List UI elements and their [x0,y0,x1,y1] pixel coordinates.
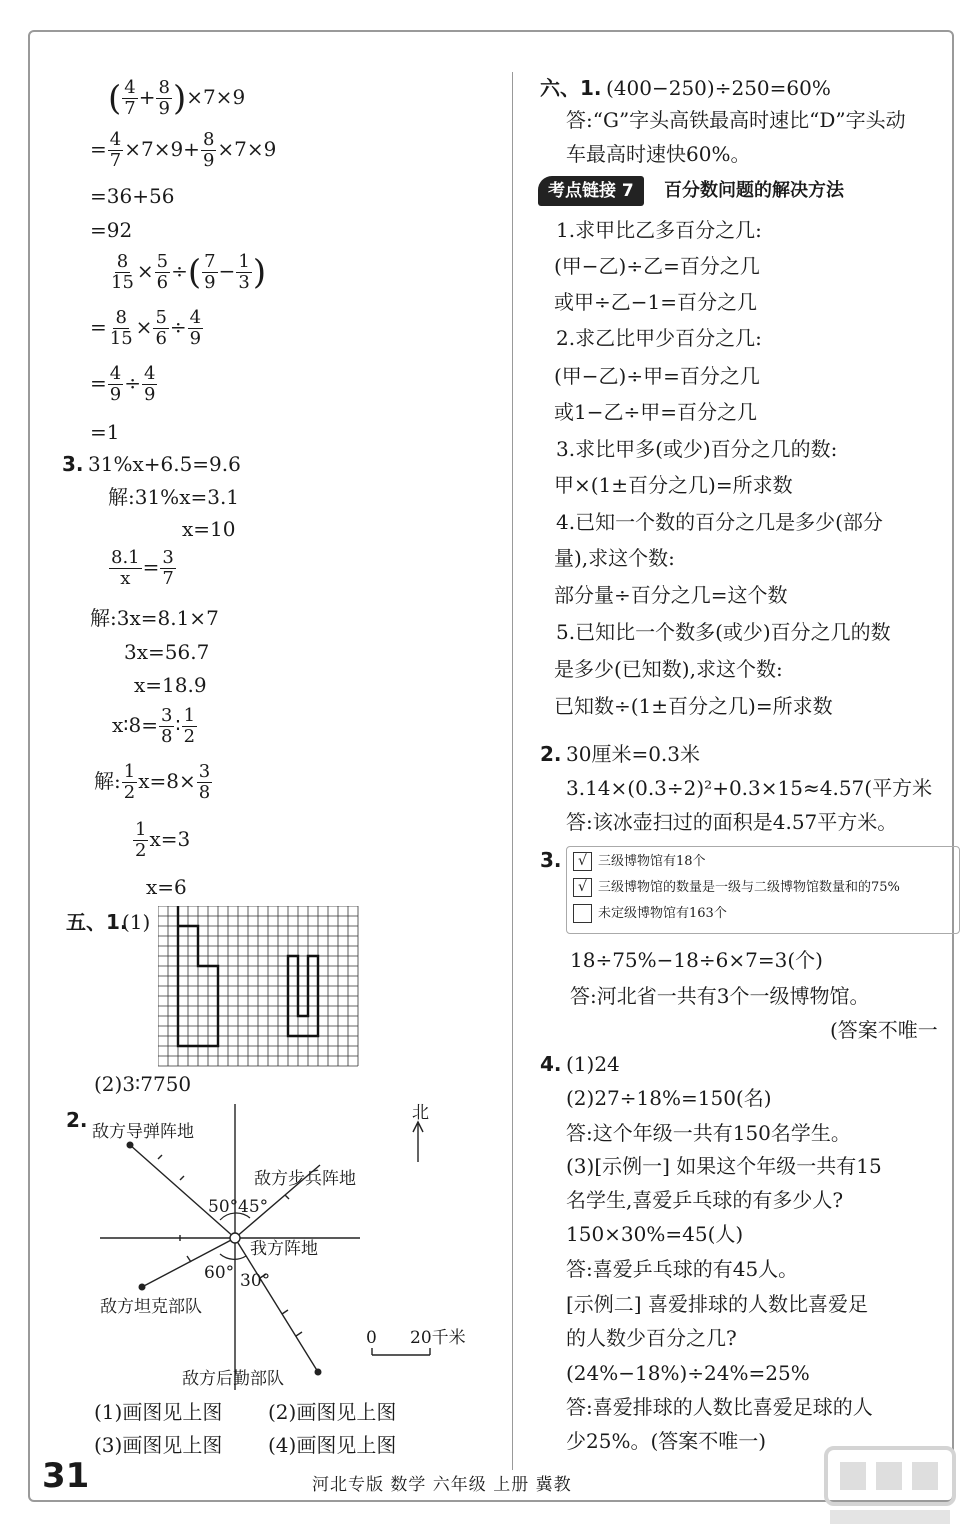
answer-line: 答:“G”字头高铁最高时速比“D”字头动 [566,108,906,132]
expr-text: x=3 [149,827,191,851]
frac-num: 3 [160,705,173,726]
frac-den: 8 [198,782,211,803]
method-line: 5.已知比一个数多(或少)百分之几的数 [556,620,891,644]
solution-step: x=10 [182,517,236,541]
question-3-label: 3. [540,848,562,872]
frac-num: 4 [124,77,136,98]
frac-den: 2 [123,782,136,803]
angle-60: 60° [204,1263,235,1283]
frac-den: 2 [183,726,196,747]
frac-num: 4 [143,363,156,384]
frac-den: 8 [160,726,173,747]
ratio-step-1 [94,762,213,803]
frac-den: 15 [109,328,133,349]
method-line: 或1−乙÷甲=百分之几 [554,400,757,424]
frac-num: 1 [238,251,250,272]
expr-text: = [90,315,107,339]
answer-line: (24%−18%)÷24%=25% [566,1361,810,1385]
expr-text: x=8× [138,769,196,793]
frac-num: 3 [198,761,211,782]
expr-text: ÷ [169,315,187,339]
expr-text: 解: [94,769,121,793]
checkbox-icon[interactable]: √ [573,852,592,871]
question-2-label: 2. [540,742,562,766]
answer-line: 答:该冰壶扫过的面积是4.57平方米。 [566,810,898,834]
expr-text: ÷ [171,259,188,283]
frac-num: 8 [202,129,215,150]
frac-num: 1 [183,705,196,726]
frac-den: 15 [111,272,134,293]
expr-line-4: =92 [90,218,133,242]
angle-50: 50° [208,1197,239,1217]
method-line: 甲×(1±百分之几)=所求数 [554,473,793,497]
answer-note: (答案不唯一 [830,1018,938,1042]
frac-num: 4 [109,129,122,150]
answer-line: (3)[示例一] 如果这个年级一共有15 [566,1154,882,1178]
expr-text: ×7×9+ [124,137,200,161]
frac-den: 9 [158,98,170,119]
checklist-item [573,875,953,901]
method-line: 4.已知一个数的百分之几是多少(部分 [556,510,883,534]
checklist-text: 未定级博物馆有163个 [598,906,727,921]
answer-line: 30厘米=0.3米 [566,742,701,766]
frac-num: 5 [155,307,167,328]
watermark-logo [820,1440,960,1530]
label-logistics: 敌方后勤部队 [182,1369,284,1389]
method-line: (甲−乙)÷乙=百分之几 [554,254,760,278]
solution-step: 解:31%x=3.1 [108,485,240,509]
frac-den: 7 [124,98,136,119]
expr-text: ÷ [124,371,141,395]
expr-line-8: =1 [90,420,120,444]
answer-line: 3.14×(0.3÷2)²+0.3×15≈4.57(平方米 [566,776,933,800]
frac-den: 3 [238,272,250,293]
frac-den: 6 [155,328,167,349]
expr-text: × [136,259,154,283]
label-our-position: 我方阵地 [250,1239,318,1259]
footer-edition: 河北专版 数学 六年级 上册 冀教 [312,1475,572,1495]
page-number: 31 [42,1456,90,1496]
answer-2: (2)画图见上图 [268,1400,397,1424]
frac-den: 9 [109,384,122,405]
section-6-label: 六、1. [540,76,602,100]
checklist-text: 三级博物馆有18个 [598,854,706,869]
frac-num: 8 [116,251,129,272]
answer-line: [示例二] 喜爱排球的人数比喜爱足 [566,1292,868,1316]
scale-zero: 0 [366,1328,377,1348]
expr-line-5: $\frac{8}{15}$ × $\frac{5}{6}$ ÷( $\frac{7}{9}$ − $\frac{1}{3}$ ) [111,251,267,293]
method-line: 3.求比甲多(或少)百分之几的数: [556,437,838,461]
answer-line: 答:这个年级一共有150名学生。 [566,1121,851,1145]
method-line: 1.求甲比乙多百分之几: [556,218,762,242]
frac-num: 5 [156,251,169,272]
section-5-label: 五、1. [66,910,128,934]
answer-line: 答:喜爱排球的人数比喜爱足球的人 [566,1395,873,1419]
answer-line: 150×30%=45(人) [566,1222,744,1246]
equation: 31%x+6.5=9.6 [88,452,241,476]
checklist-text: 三级博物馆的数量是一级与二级博物馆数量和的75% [598,880,900,895]
answer-line: (1)24 [566,1052,620,1076]
method-line: 部分量÷百分之几=这个数 [554,583,788,607]
checkbox-icon[interactable] [573,904,592,923]
solution-step: x=6 [146,875,187,899]
frac-den: 7 [162,568,174,589]
question-4-label: 4. [540,1052,562,1076]
sub-answer: (2)3∶7750 [94,1072,192,1096]
frac-num: 3 [162,547,174,568]
frac-den: 9 [143,384,156,405]
expr-text: = [90,371,107,395]
frac-num: 4 [109,363,122,384]
frac-num: 8.1 [111,547,140,568]
expr-text: × [135,315,153,339]
method-line: 是多少(已知数),求这个数: [554,657,783,681]
label-north: 北 [412,1103,429,1123]
frac-den: 9 [202,150,215,171]
expr-line-7 [90,364,158,405]
scale-20km: 20千米 [410,1328,466,1348]
method-line: 或甲÷乙−1=百分之几 [554,290,757,314]
frac-num: 1 [135,819,147,840]
answer-line: 少25%。(答案不唯一) [566,1429,767,1453]
proportion-eq [108,548,177,589]
expr-text: x∶8= [112,713,158,737]
sub-label: (1) [122,910,151,934]
frac-den: 6 [156,272,169,293]
ratio-eq [112,706,198,747]
frac-den: 7 [109,150,122,171]
frac-num: 7 [204,251,216,272]
column-divider [512,72,513,1470]
knowledge-link-badge: 考点链接 7 [538,176,644,206]
solution-step: 解:3x=8.1×7 [90,606,219,630]
label-missile: 敌方导弹阵地 [92,1122,194,1142]
frac-den: x [120,568,131,589]
expr-line-6 [90,308,204,349]
checklist-item [573,901,953,927]
expr-line-1: ( $\frac{4}{7}$ + $\frac{8}{9}$ )×7×9 [108,77,246,119]
expr-text: = [90,137,107,161]
frac-num: 8 [158,77,170,98]
checkbox-icon[interactable]: √ [573,878,592,897]
checklist-box [566,846,960,934]
frac-den: 9 [189,328,202,349]
direction-map [60,1100,500,1400]
expr-text: ×7×9 [186,85,246,109]
question-2-label: 2. [66,1108,88,1132]
equation: (400−250)÷250=60% [606,76,831,100]
answer-line: 名学生,喜爱乒乓球的有多少人? [566,1188,844,1212]
answer-3: (3)画图见上图 [94,1433,223,1457]
question-3-label: 3. [62,452,84,476]
checklist-item [573,849,953,875]
expr-text: − [218,259,236,283]
label-infantry: 敌方步兵阵地 [254,1169,356,1189]
frac-num: 1 [123,761,136,782]
solution-step: 3x=56.7 [124,640,210,664]
answer-line: 的人数少百分之几? [566,1326,737,1350]
method-line: 2.求乙比甲少百分之几: [556,326,762,350]
frac-den: 9 [204,272,216,293]
method-line: (甲−乙)÷甲=百分之几 [554,364,760,388]
expr-line-2 [90,130,276,171]
answer-line: 答:河北省一共有3个一级博物馆。 [570,984,870,1008]
method-line: 量),求这个数: [554,546,675,570]
method-line: 已知数÷(1±百分之几)=所求数 [554,694,833,718]
answer-line: (2)27÷18%=150(名) [566,1086,772,1110]
frac-den: 2 [135,840,147,861]
grid-figure [158,906,360,1068]
solution-step: x=18.9 [134,673,207,697]
answer-1: (1)画图见上图 [94,1400,223,1424]
expr-line-3: =36+56 [90,184,175,208]
answer-4: (4)画图见上图 [268,1433,397,1457]
angle-30: 30° [240,1271,271,1291]
frac-num: 4 [189,307,202,328]
expr-text: ∶ [175,713,181,737]
knowledge-link-title: 百分数问题的解决方法 [664,180,844,201]
expr-text: ×7×9 [217,137,277,161]
answer-line: 答:喜爱乒乓球的有45人。 [566,1257,799,1281]
angle-45: 45° [238,1197,269,1217]
frac-num: 8 [115,307,127,328]
ratio-step-2 [132,820,190,861]
answer-line: 车最高时速快60%。 [566,142,751,166]
label-tank: 敌方坦克部队 [100,1297,202,1317]
answer-line: 18÷75%−18÷6×7=3(个) [570,948,823,972]
expr-text: = [142,555,160,579]
